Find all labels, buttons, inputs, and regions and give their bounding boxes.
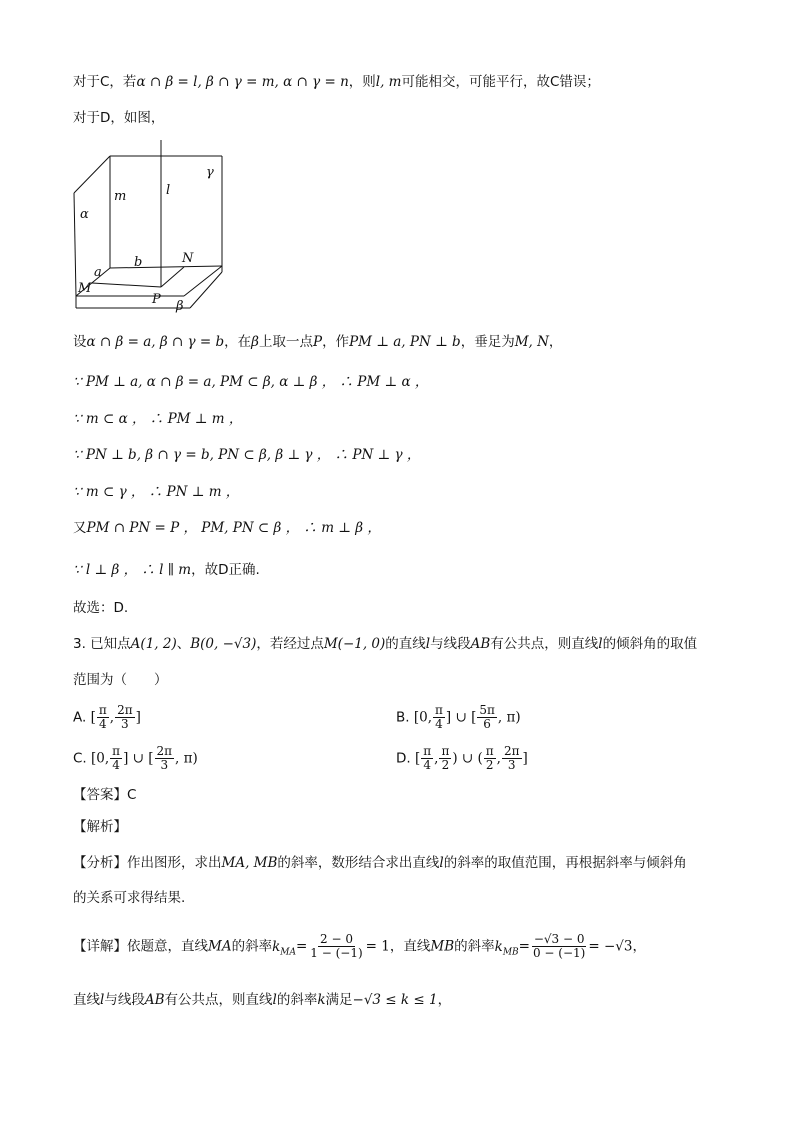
- slope-ma: [272, 938, 296, 958]
- interval-end: , π): [497, 709, 521, 726]
- math-expression: α ∩ β = l, β ∩ γ = m, α ∩ γ = n: [136, 74, 349, 90]
- denominator: 4: [99, 717, 107, 731]
- math-var: k: [317, 992, 326, 1008]
- fenxi-tag: 【分析】: [73, 855, 127, 871]
- math-vars: M, N: [514, 334, 549, 350]
- analysis-tag: 【解析】: [73, 819, 127, 835]
- text: ，: [632, 938, 646, 955]
- result: = 1: [365, 938, 390, 955]
- beta-corner-edge: [190, 272, 222, 308]
- line-b: [110, 266, 222, 268]
- label-beta: β: [176, 299, 184, 314]
- label-alpha: α: [80, 207, 89, 222]
- fenxi-line-1: [73, 853, 687, 873]
- text: ，直线: [389, 938, 431, 955]
- conclusion-line: [73, 990, 451, 1010]
- math-var: P: [312, 334, 323, 350]
- comma: ,: [109, 709, 115, 726]
- text: 上取一点: [258, 334, 313, 350]
- text: 的直线: [385, 636, 426, 652]
- proof-step-4: ∵ m ⊂ γ ， ∴ PN ⊥ m ，: [73, 484, 240, 500]
- text: ，: [548, 334, 563, 350]
- denominator: 0 − (−1): [532, 946, 586, 960]
- numerator: 2 − 0: [320, 932, 353, 946]
- text: ，在: [224, 334, 252, 350]
- numerator: π: [435, 703, 443, 717]
- numerator: π: [112, 744, 121, 758]
- result: = −√3: [588, 938, 633, 955]
- proof-step-1: ∵ PM ⊥ a, α ∩ β = a, PM ⊂ β, α ⊥ β ， ∴ PM ⊥ α ，: [73, 374, 429, 390]
- text: 直线: [73, 992, 100, 1008]
- proof-step-2: ∵ m ⊂ α ， ∴ PM ⊥ m ，: [73, 411, 243, 427]
- text: 设: [73, 334, 87, 350]
- point-b: B(0, −√3): [190, 636, 257, 652]
- numerator: −√3 − 0: [533, 932, 585, 946]
- denominator: 1 − (−1): [310, 946, 363, 960]
- denominator: 4: [435, 717, 443, 731]
- math-expression: PM ⊥ a, PN ⊥ b: [349, 334, 461, 350]
- math-var: MB: [430, 938, 455, 955]
- fraction: [477, 704, 497, 731]
- text: 依题意，直线: [127, 938, 208, 955]
- geometry-figure: [72, 138, 232, 318]
- numerator: π: [441, 744, 450, 758]
- numerator: π: [98, 703, 107, 717]
- bracket: [: [414, 750, 421, 767]
- math-var: l: [272, 992, 277, 1008]
- label-gamma: γ: [206, 165, 214, 180]
- math-var: AB: [470, 636, 491, 652]
- detail-line: [73, 933, 646, 962]
- option-b[interactable]: [396, 704, 521, 731]
- slope-subscript: MB: [502, 947, 519, 958]
- text: 的倾斜角的取值: [602, 636, 698, 652]
- denominator: 3: [121, 717, 129, 731]
- option-c[interactable]: [73, 745, 198, 772]
- text: 的斜率: [231, 938, 273, 955]
- denominator: 2: [441, 758, 450, 772]
- fraction: [439, 745, 451, 772]
- label-m: m: [114, 189, 127, 204]
- fraction: [97, 704, 109, 731]
- label-b: b: [134, 255, 143, 270]
- label-n: N: [182, 251, 194, 266]
- comma: ,: [496, 750, 501, 767]
- fraction: [421, 745, 433, 772]
- text: 作出图形，求出: [127, 855, 222, 871]
- slope-symbol: k: [494, 938, 503, 955]
- text: 的斜率的取值范围，再根据斜率与倾斜角: [443, 855, 687, 871]
- text: ，则: [348, 74, 376, 90]
- text: ，垂足为: [460, 334, 515, 350]
- option-d-intro: [73, 108, 164, 128]
- math-vars: MA, MB: [221, 855, 278, 871]
- text: 3. 已知点: [73, 636, 131, 652]
- math-expression: ∵ l ⊥ β ， ∴ l ∥ m: [73, 562, 192, 578]
- fraction: [531, 933, 587, 960]
- math-expression: α ∩ β = a, β ∩ γ = b: [86, 334, 225, 350]
- slope-symbol: k: [272, 938, 281, 955]
- denominator: 3: [160, 758, 169, 772]
- text: 对于C，若: [73, 74, 137, 90]
- union: ] ∪ [: [445, 709, 477, 726]
- text: ，: [437, 992, 452, 1008]
- fraction: [484, 745, 496, 772]
- answer-line: 故选：D.: [73, 600, 129, 616]
- union: ) ∪ (: [452, 750, 483, 767]
- text: ，作: [322, 334, 350, 350]
- numerator: 2π: [156, 744, 173, 758]
- label-point-p: P: [152, 292, 161, 307]
- beta-right-edge: [184, 266, 222, 296]
- answer-tag: 【答案】: [73, 787, 127, 803]
- point-a: A(1, 2): [130, 636, 177, 652]
- math-var: l: [439, 855, 444, 871]
- text: 对于D，如图，: [73, 110, 165, 126]
- numerator: 2π: [503, 744, 520, 758]
- text: 有公共点，则直线: [164, 992, 273, 1008]
- slope-mb: [494, 938, 519, 958]
- bracket: [: [90, 709, 96, 726]
- text: 可能相交，可能平行，故C错误；: [401, 74, 600, 90]
- fraction: [110, 745, 122, 772]
- label-a: a: [94, 265, 102, 280]
- point-m: M(−1, 0): [323, 636, 386, 652]
- union: ] ∪ [: [123, 750, 154, 767]
- fraction: [155, 745, 175, 772]
- math-var: AB: [144, 992, 165, 1008]
- math-var: l: [100, 992, 105, 1008]
- option-d[interactable]: [396, 745, 528, 772]
- text: 、: [176, 636, 191, 652]
- text: 的斜率: [276, 992, 318, 1008]
- inequality: −√3 ≤ k ≤ 1: [352, 992, 438, 1008]
- numerator: 5π: [479, 703, 495, 717]
- proof-step-6: [73, 560, 260, 580]
- slope-subscript: MA: [280, 947, 296, 958]
- text: 满足: [325, 992, 353, 1008]
- segment-pm: [92, 283, 161, 287]
- text: 的斜率: [454, 938, 495, 955]
- option-label: B.: [396, 709, 410, 726]
- math-var: MA: [208, 938, 232, 955]
- text: 与线段: [104, 992, 145, 1008]
- text: 有公共点，则直线: [490, 636, 599, 652]
- denominator: 4: [112, 758, 120, 772]
- setup-line: [73, 332, 562, 352]
- detail-tag: 【详解】: [73, 938, 127, 955]
- denominator: 6: [483, 717, 491, 731]
- fraction: [308, 933, 364, 960]
- math-var: l: [425, 636, 431, 652]
- option-a[interactable]: [73, 704, 141, 731]
- answer-section: [73, 785, 136, 805]
- answer-value: C: [127, 787, 137, 803]
- label-point-m: M: [78, 281, 92, 296]
- text: ，故D正确.: [191, 562, 260, 578]
- bracket: ]: [522, 750, 528, 767]
- numerator: π: [423, 744, 432, 758]
- denominator: 2: [485, 758, 494, 772]
- fraction: [502, 745, 522, 772]
- numerator: π: [485, 744, 494, 758]
- option-c-analysis: [73, 72, 600, 92]
- math-var: β: [251, 334, 259, 350]
- label-l: l: [166, 183, 171, 198]
- text: ，若经过点: [256, 636, 324, 652]
- fraction: [433, 704, 445, 731]
- bracket: ]: [135, 709, 141, 726]
- denominator: 3: [507, 758, 516, 772]
- equals: =: [295, 938, 308, 955]
- math-var: l: [598, 636, 603, 652]
- text: 的斜率，数形结合求出直线: [277, 855, 440, 871]
- proof-step-3: ∵ PN ⊥ b, β ∩ γ = b, PN ⊂ β, β ⊥ γ ， ∴ PN ⊥ γ ，: [73, 447, 421, 463]
- option-label: A.: [73, 709, 87, 726]
- option-label: C.: [73, 750, 87, 767]
- fraction: [115, 704, 135, 731]
- interval-start: [0,: [413, 709, 433, 726]
- interval-end: , π): [175, 750, 198, 767]
- denominator: 4: [423, 758, 432, 772]
- proof-step-5: [73, 518, 381, 538]
- text: 与线段: [430, 636, 471, 652]
- numerator: 2π: [117, 703, 133, 717]
- math-expression: PM ∩ PN = P ， PM, PN ⊂ β ， ∴ m ⊥ β ，: [86, 520, 381, 536]
- comma: ,: [434, 750, 439, 767]
- segment-pn: [161, 267, 184, 287]
- alpha-top-edge: [74, 156, 110, 193]
- math-vars: l, m: [375, 74, 402, 90]
- alpha-left-edge: [74, 193, 76, 296]
- text: 又: [73, 520, 87, 536]
- fenxi-line-2: 的关系可求得结果.: [73, 890, 186, 906]
- question-3-stem-line2: 范围为（ ）: [73, 672, 168, 688]
- question-3-stem: [73, 634, 697, 654]
- interval-start: [0,: [91, 750, 110, 767]
- equals: =: [518, 938, 530, 955]
- option-label: D.: [396, 750, 411, 767]
